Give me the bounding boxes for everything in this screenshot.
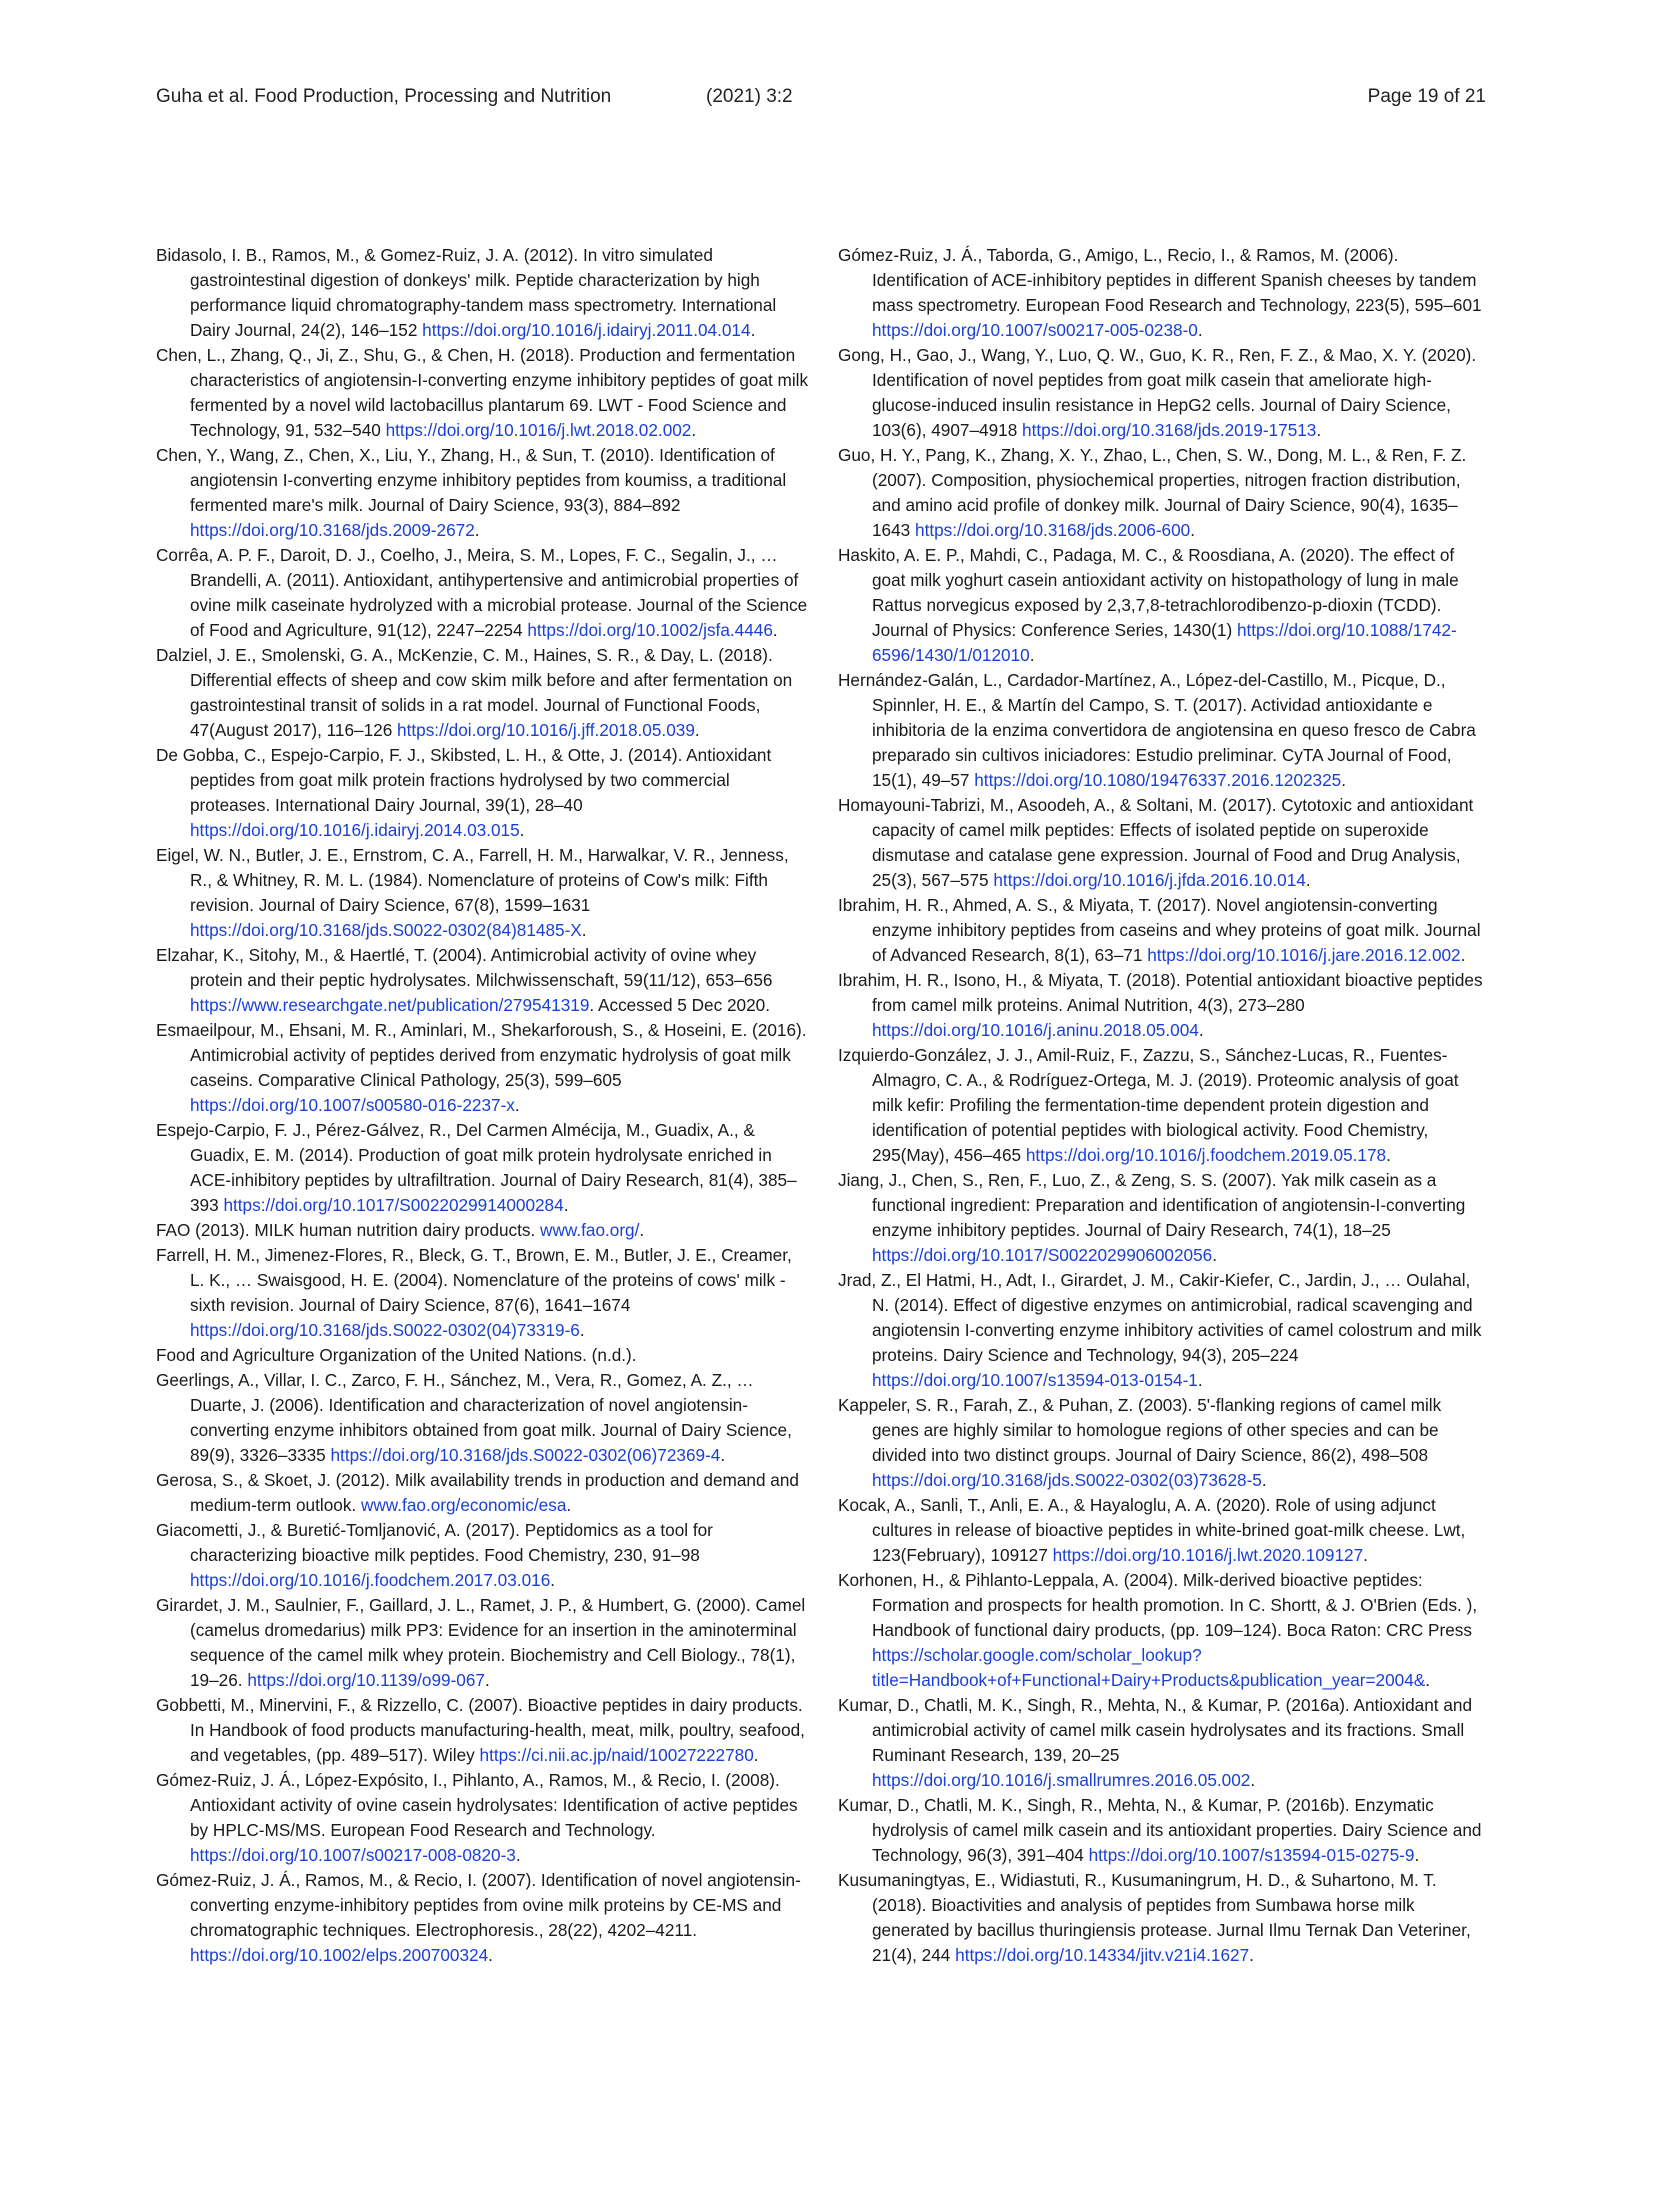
reference-tail: . [753, 1745, 759, 1765]
reference-entry [156, 1368, 810, 1468]
reference-entry [156, 1593, 810, 1693]
reference-link[interactable]: https://www.researchgate.net/publication/279541319 [190, 995, 590, 1015]
reference-entry [156, 843, 810, 943]
reference-tail: . [1197, 1370, 1203, 1390]
reference-tail: . [563, 1195, 569, 1215]
reference-text: Girardet, J. M., Saulnier, F., Gaillard, J. L., Ramet, J. P., & Humbert, G. (2000). Camel (camelus dromedarius) milk PP3: Evidence for an insertion in the aminoterminal sequence of the camel milk whey protein. Biochemistry and Cell Biology., 78(1), 19–26. [156, 1595, 806, 1690]
reference-entry [156, 1243, 810, 1343]
year-volume: (2021) 3:2 [706, 86, 793, 107]
reference-link[interactable]: https://doi.org/10.1088/1742-6596/1430/1/012010 [872, 620, 1457, 665]
reference-tail: . [1261, 1470, 1267, 1490]
reference-entry [838, 543, 1492, 668]
reference-entry [838, 793, 1492, 893]
reference-text: Dalziel, J. E., Smolenski, G. A., McKenzie, C. M., Haines, S. R., & Day, L. (2018). Differential effects of sheep and cow skim milk before and after fermentation on gastrointestinal transit of solids in a rat model. Journal of Functional Foods, 47(August 2017), 116–126 [156, 645, 793, 740]
reference-entry [838, 343, 1492, 443]
reference-link[interactable]: https://doi.org/10.1002/jsfa.4446 [527, 620, 773, 640]
reference-text: Kusumaningtyas, E., Widiastuti, R., Kusumaningrum, H. D., & Suhartono, M. T. (2018). Bioactivities and analysis of peptides from Sumbawa horse milk generated by bacillus thuringiensis protease. Jurnal Ilmu Ternak Dan Veteriner, 21(4), 244 [838, 1870, 1471, 1965]
reference-link[interactable]: https://doi.org/10.1007/s00217-008-0820-3 [190, 1845, 516, 1865]
reference-text: Eigel, W. N., Butler, J. E., Ernstrom, C. A., Farrell, H. M., Harwalkar, V. R., Jenness, R., & Whitney, R. M. L. (1984). Nomenclature of proteins of Cow's milk: Fifth revision. Journal of Dairy Science, 67(8), 1599–1631 [156, 845, 789, 915]
reference-text: Espejo-Carpio, F. J., Pérez-Gálvez, R., Del Carmen Almécija, M., Guadix, A., & Guadix, E. M. (2014). Production of goat milk protein hydrolysate enriched in ACE-inhibitory peptides by ultrafiltration. Journal of Dairy Research, 81(4), 385–393 [156, 1120, 797, 1215]
reference-text: Gerosa, S., & Skoet, J. (2012). Milk availability trends in production and demand and medium-term outlook. [156, 1470, 799, 1515]
reference-tail: . [1190, 520, 1195, 540]
reference-link[interactable]: https://doi.org/10.1016/j.lwt.2020.109127 [1052, 1545, 1364, 1565]
reference-entry [838, 668, 1492, 793]
reference-entry [838, 968, 1492, 1043]
reference-text: Gómez-Ruiz, J. Á., López-Expósito, I., Pihlanto, A., Ramos, M., & Recio, I. (2008). Antioxidant activity of ovine casein hydrolysates: Identification of active peptides by HPLC-MS/MS. European Food Research and Technology. [156, 1770, 798, 1840]
reference-entry [156, 643, 810, 743]
reference-tail: . [1249, 1945, 1254, 1965]
reference-entry [156, 343, 810, 443]
reference-entry [156, 1768, 810, 1868]
reference-text: Haskito, A. E. P., Mahdi, C., Padaga, M. C., & Roosdiana, A. (2020). The effect of goat milk yoghurt casein antioxidant activity on histopathology of lung in male Rattus norvegicus exposed by 2,3,7,8-tetrachlorodibenzo-p-dioxin (TCDD). Journal of Physics: Conference Series, 1430(1) [838, 545, 1459, 640]
reference-text: Farrell, H. M., Jimenez-Flores, R., Bleck, G. T., Brown, E. M., Butler, J. E., Creamer, L. K., … Swaisgood, H. E. (2004). Nomenclature of the proteins of cows' milk - sixth revision. Journal of Dairy Science, 87(6), 1641–1674 [156, 1245, 792, 1315]
reference-entry [156, 1868, 810, 1968]
reference-link[interactable]: https://doi.org/10.3168/jds.S0022-0302(06)72369-4 [330, 1445, 721, 1465]
reference-entry [156, 943, 810, 1018]
reference-link[interactable]: https://doi.org/10.3168/jds.S0022-0302(04)73319-6 [190, 1320, 580, 1340]
reference-text: Guo, H. Y., Pang, K., Zhang, X. Y., Zhao, L., Chen, S. W., Dong, M. L., & Ren, F. Z. (2007). Composition, physiochemical properties, nitrogen fraction distribution, and amino acid profile of donkey milk. Journal of Dairy Science, 90(4), 1635–1643 [838, 445, 1467, 540]
reference-tail: . [515, 1845, 521, 1865]
reference-text: Giacometti, J., & Buretić-Tomljanović, A. (2017). Peptidomics as a tool for characterizing bioactive milk peptides. Food Chemistry, 230, 91–98 [156, 1520, 713, 1565]
reference-text: FAO (2013). MILK human nutrition dairy products. [156, 1220, 541, 1240]
reference-link[interactable]: https://doi.org/10.1080/19476337.2016.1202325 [974, 770, 1342, 790]
reference-tail: . [566, 1495, 572, 1515]
reference-tail: . [519, 820, 525, 840]
reference-entry [838, 1168, 1492, 1268]
page-header [156, 86, 1486, 116]
reference-link[interactable]: https://doi.org/10.1016/j.jff.2018.05.039 [397, 720, 695, 740]
reference-link[interactable]: https://doi.org/10.1007/s13594-015-0275-9 [1088, 1845, 1415, 1865]
reference-tail: . Accessed 5 Dec 2020. [589, 995, 770, 1015]
reference-link[interactable]: https://doi.org/10.1016/j.jare.2016.12.002 [1147, 945, 1461, 965]
reference-entry [838, 1393, 1492, 1493]
reference-text: Jrad, Z., El Hatmi, H., Adt, I., Girardet, J. M., Cakir-Kiefer, C., Jardin, J., … Oulahal, N. (2014). Effect of digestive enzymes on antimicrobial, radical scavenging and angiotensin I-converting enzyme inhibitory activities of camel colostrum and milk proteins. Dairy Science and Technology, 94(3), 205–224 [838, 1270, 1482, 1365]
reference-text: Kocak, A., Sanli, T., Anli, E. A., & Hayaloglu, A. A. (2020). Role of using adjunct cultures in release of bioactive peptides in white-brined goat-milk cheese. Lwt, 123(February), 109127 [838, 1495, 1466, 1565]
reference-text: Izquierdo-González, J. J., Amil-Ruiz, F., Zazzu, S., Sánchez-Lucas, R., Fuentes-Almagro, C. A., & Rodríguez-Ortega, M. J. (2019). Proteomic analysis of goat milk kefir: Profiling the fermentation-time dependent protein digestion and identification of potential peptides with biological activity. Food Chemistry, 295(May), 456–465 [838, 1045, 1459, 1165]
reference-entry [156, 443, 810, 543]
reference-entry [156, 1018, 810, 1118]
reference-link[interactable]: https://doi.org/10.3168/jds.2009-2672 [190, 520, 475, 540]
reference-tail: . [488, 1945, 493, 1965]
reference-entry [156, 743, 810, 843]
reference-entry [156, 1218, 810, 1243]
reference-text: Ibrahim, H. R., Isono, H., & Miyata, T. (2018). Potential antioxidant bioactive peptides from camel milk proteins. Animal Nutrition, 4(3), 273–280 [838, 970, 1483, 1015]
reference-link[interactable]: https://doi.org/10.1007/s00580-016-2237-x [190, 1095, 515, 1115]
reference-link[interactable]: https://doi.org/10.3168/jds.S0022-0302(84)81485-X [190, 920, 582, 940]
reference-text: Gómez-Ruiz, J. Á., Ramos, M., & Recio, I. (2007). Identification of novel angiotensin-converting enzyme-inhibitory peptides from ovine milk proteins by CE-MS and chromatographic techniques. Electrophoresis., 28(22), 4202–4211. [156, 1870, 801, 1940]
reference-link[interactable]: https://doi.org/10.1007/s13594-013-0154-1 [872, 1370, 1198, 1390]
reference-tail: . [1425, 1670, 1431, 1690]
reference-link[interactable]: www.fao.org/economic/esa [360, 1495, 567, 1515]
reference-tail: . [1250, 1770, 1256, 1790]
reference-entry [156, 1118, 810, 1218]
reference-link[interactable]: www.fao.org/ [540, 1220, 640, 1240]
reference-link[interactable]: https://doi.org/10.1016/j.aninu.2018.05.004 [872, 1020, 1199, 1040]
reference-entry [838, 1493, 1492, 1568]
reference-entry [838, 1793, 1492, 1868]
reference-entry [838, 1693, 1492, 1793]
reference-link[interactable]: https://doi.org/10.1002/elps.200700324 [190, 1945, 489, 1965]
reference-entry [156, 1468, 810, 1518]
reference-entry [838, 1868, 1492, 1968]
reference-entry [838, 1568, 1492, 1693]
reference-tail: . [772, 620, 778, 640]
reference-tail: . [750, 320, 756, 340]
reference-tail: . [484, 1670, 490, 1690]
reference-tail: . [1363, 1545, 1368, 1565]
reference-link[interactable]: https://doi.org/10.3168/jds.S0022-0302(03)73628-5 [872, 1470, 1262, 1490]
reference-entry [156, 543, 810, 643]
reference-link[interactable]: https://doi.org/10.3168/jds.2006-600 [915, 520, 1191, 540]
reference-link[interactable]: https://doi.org/10.1139/o99-067 [247, 1670, 485, 1690]
reference-text: Hernández-Galán, L., Cardador-Martínez, A., López-del-Castillo, M., Picque, D., Spinnler, H. E., & Martín del Campo, S. T. (2017). Actividad antioxidante e inhibitoria de la enzima convertidora de angiotensina en queso fresco de Cabra preparado sin cultivos iniciadores: Estudio preliminar. CyTA Journal of Food, 15(1), 49–57 [838, 670, 1476, 790]
reference-text: Bidasolo, I. B., Ramos, M., & Gomez-Ruiz, J. A. (2012). In vitro simulated gastrointestinal digestion of donkeys' milk. Peptide characterization by high performance liquid chromatography-tandem mass spectrometry. International Dairy Journal, 24(2), 146–152 [156, 245, 777, 340]
reference-text: Jiang, J., Chen, S., Ren, F., Luo, Z., & Zeng, S. S. (2007). Yak milk casein as a functional ingredient: Preparation and identification of angiotensin-I-converting enzyme inhibitory peptides. Journal of Dairy Research, 74(1), 18–25 [838, 1170, 1466, 1240]
reference-text: De Gobba, C., Espejo-Carpio, F. J., Skibsted, L. H., & Otte, J. (2014). Antioxidant peptides from goat milk protein fractions hydrolysed by two commercial proteases. International Dairy Journal, 39(1), 28–40 [156, 745, 772, 815]
reference-tail: . [579, 1320, 585, 1340]
reference-link[interactable]: https://doi.org/10.1016/j.foodchem.2017.03.016 [190, 1570, 551, 1590]
reference-text: Gobbetti, M., Minervini, F., & Rizzello, C. (2007). Bioactive peptides in dairy products. In Handbook of food products manufacturing-health, meat, milk, poultry, seafood, and vegetables, (pp. 489–517). Wiley [156, 1695, 805, 1765]
reference-tail: . [720, 1445, 726, 1465]
reference-text: Kumar, D., Chatli, M. K., Singh, R., Mehta, N., & Kumar, P. (2016b). Enzymatic hydrolysis of camel milk casein and its antioxidant properties. Dairy Science and Technology, 96(3), 391–404 [838, 1795, 1482, 1865]
journal-citation: Guha et al. Food Production, Processing and Nutrition [156, 86, 612, 107]
reference-text: Esmaeilpour, M., Ehsani, M. R., Aminlari, M., Shekarforoush, S., & Hoseini, E. (2016). Antimicrobial activity of peptides derived from enzymatic hydrolysis of goat milk caseins. Comparative Clinical Pathology, 25(3), 599–605 [156, 1020, 807, 1090]
reference-link[interactable]: https://doi.org/10.1016/j.idairyj.2011.04.014 [422, 320, 751, 340]
reference-entry [156, 1693, 810, 1768]
reference-tail: . [1212, 1245, 1218, 1265]
reference-tail: . [1305, 870, 1311, 890]
reference-text: Food and Agriculture Organization of the United Nations. (n.d.). [156, 1345, 637, 1365]
reference-text: Gómez-Ruiz, J. Á., Taborda, G., Amigo, L., Recio, I., & Ramos, M. (2006). Identification of ACE-inhibitory peptides in different Spanish cheeses by tandem mass spectrometry. European Food Research and Technology, 223(5), 595–601 [838, 245, 1482, 315]
reference-link[interactable]: https://doi.org/10.1016/j.foodchem.2019.05.178 [1025, 1145, 1387, 1165]
reference-tail: . [1198, 1020, 1204, 1040]
reference-text: Kappeler, S. R., Farah, Z., & Puhan, Z. (2003). 5'-flanking regions of camel milk genes are highly similar to homologue regions of other species and can be divided into two distinct groups. Journal of Dairy Science, 86(2), 498–508 [838, 1395, 1442, 1465]
reference-text: Geerlings, A., Villar, I. C., Zarco, F. H., Sánchez, M., Vera, R., Gomez, A. Z., … Duarte, J. (2006). Identification and characterization of novel angiotensin-converting enzyme inhibitors obtained from goat milk. Journal of Dairy Science, 89(9), 3326–3335 [156, 1370, 792, 1465]
reference-link[interactable]: https://doi.org/10.14334/jitv.v21i4.1627 [955, 1945, 1250, 1965]
reference-link[interactable]: https://doi.org/10.1016/j.smallrumres.2016.05.002 [872, 1770, 1251, 1790]
reference-entry [838, 1043, 1492, 1168]
reference-tail: . [1460, 945, 1466, 965]
reference-text: Elzahar, K., Sitohy, M., & Haertlé, T. (2004). Antimicrobial activity of ovine whey protein and their peptic hydrolysates. Milchwissenschaft, 59(11/12), 653–656 [156, 945, 773, 990]
reference-tail: . [474, 520, 480, 540]
reference-tail: . [1414, 1845, 1420, 1865]
reference-entry [838, 893, 1492, 968]
reference-text: Kumar, D., Chatli, M. K., Singh, R., Mehta, N., & Kumar, P. (2016a). Antioxidant and antimicrobial activity of camel milk casein hydrolysates and its fractions. Small Ruminant Research, 139, 20–25 [838, 1695, 1473, 1765]
reference-link[interactable]: https://doi.org/10.1016/j.idairyj.2014.03.015 [190, 820, 520, 840]
reference-tail: . [639, 1220, 645, 1240]
reference-text: Ibrahim, H. R., Ahmed, A. S., & Miyata, T. (2017). Novel angiotensin-converting enzyme inhibitory peptides from caseins and whey proteins of goat milk. Journal of Advanced Research, 8(1), 63–71 [838, 895, 1481, 965]
reference-entry [156, 1518, 810, 1593]
reference-entry [838, 443, 1492, 543]
reference-tail: . [550, 1570, 556, 1590]
reference-text: Korhonen, H., & Pihlanto-Leppala, A. (2004). Milk-derived bioactive peptides: Formation and prospects for health promotion. In C. Shortt, & J. O'Brien (Eds. ), Handbook of functional dairy products, (pp. 109–124). Boca Raton: CRC Press [838, 1570, 1478, 1640]
reference-tail: . [581, 920, 587, 940]
reference-link[interactable]: https://doi.org/10.1016/j.lwt.2018.02.002 [385, 420, 692, 440]
page-number: Page 19 of 21 [1367, 86, 1486, 107]
reference-tail: . [691, 420, 697, 440]
references-left-column [156, 243, 810, 1968]
reference-tail: . [1316, 420, 1322, 440]
reference-link[interactable]: https://doi.org/10.3168/jds.2019-17513 [1022, 420, 1317, 440]
reference-text: Homayouni-Tabrizi, M., Asoodeh, A., & Soltani, M. (2017). Cytotoxic and antioxidant capacity of camel milk peptides: Effects of isolated peptide on superoxide dismutase and catalase gene expression. Journal of Food and Drug Analysis, 25(3), 567–575 [838, 795, 1474, 890]
reference-tail: . [694, 720, 700, 740]
reference-link[interactable]: https://doi.org/10.1016/j.jfda.2016.10.014 [993, 870, 1306, 890]
reference-entry [838, 243, 1492, 343]
reference-text: Corrêa, A. P. F., Daroit, D. J., Coelho, J., Meira, S. M., Lopes, F. C., Segalin, J., … Brandelli, A. (2011). Antioxidant, antihypertensive and antimicrobial properties of ovine milk caseinate hydrolyzed with a microbial protease. Journal of the Science of Food and Agriculture, 91(12), 2247–2254 [156, 545, 808, 640]
reference-text: Chen, L., Zhang, Q., Ji, Z., Shu, G., & Chen, H. (2018). Production and fermentation characteristics of angiotensin-I-converting enzyme inhibitory peptides of goat milk fermented by a novel wild lactobacillus plantarum 69. LWT - Food Science and Technology, 91, 532–540 [156, 345, 809, 440]
reference-link[interactable]: https://doi.org/10.1017/S0022029906002056 [872, 1245, 1213, 1265]
reference-link[interactable]: https://ci.nii.ac.jp/naid/10027222780 [479, 1745, 754, 1765]
reference-tail: . [1341, 770, 1347, 790]
reference-tail: . [1197, 320, 1203, 340]
reference-link[interactable]: https://doi.org/10.1017/S0022029914000284 [223, 1195, 564, 1215]
reference-link[interactable]: https://scholar.google.com/scholar_lookup?title=Handbook+of+Functional+Dairy+Products&publication_year=2004& [872, 1645, 1426, 1690]
reference-tail: . [1386, 1145, 1391, 1165]
reference-tail: . [1029, 645, 1035, 665]
reference-link[interactable]: https://doi.org/10.1007/s00217-005-0238-0 [872, 320, 1198, 340]
reference-text: Chen, Y., Wang, Z., Chen, X., Liu, Y., Zhang, H., & Sun, T. (2010). Identification of angiotensin I-converting enzyme inhibitory peptides from koumiss, a traditional fermented mare's milk. Journal of Dairy Science, 93(3), 884–892 [156, 445, 787, 515]
reference-text: Gong, H., Gao, J., Wang, Y., Luo, Q. W., Guo, K. R., Ren, F. Z., & Mao, X. Y. (2020). Identification of novel peptides from goat milk casein that ameliorate high-glucose-induced insulin resistance in HepG2 cells. Journal of Dairy Science, 103(6), 4907–4918 [838, 345, 1477, 440]
reference-entry [156, 243, 810, 343]
reference-tail: . [514, 1095, 520, 1115]
reference-entry [156, 1343, 810, 1368]
reference-entry [838, 1268, 1492, 1393]
references-right-column [838, 243, 1492, 1968]
